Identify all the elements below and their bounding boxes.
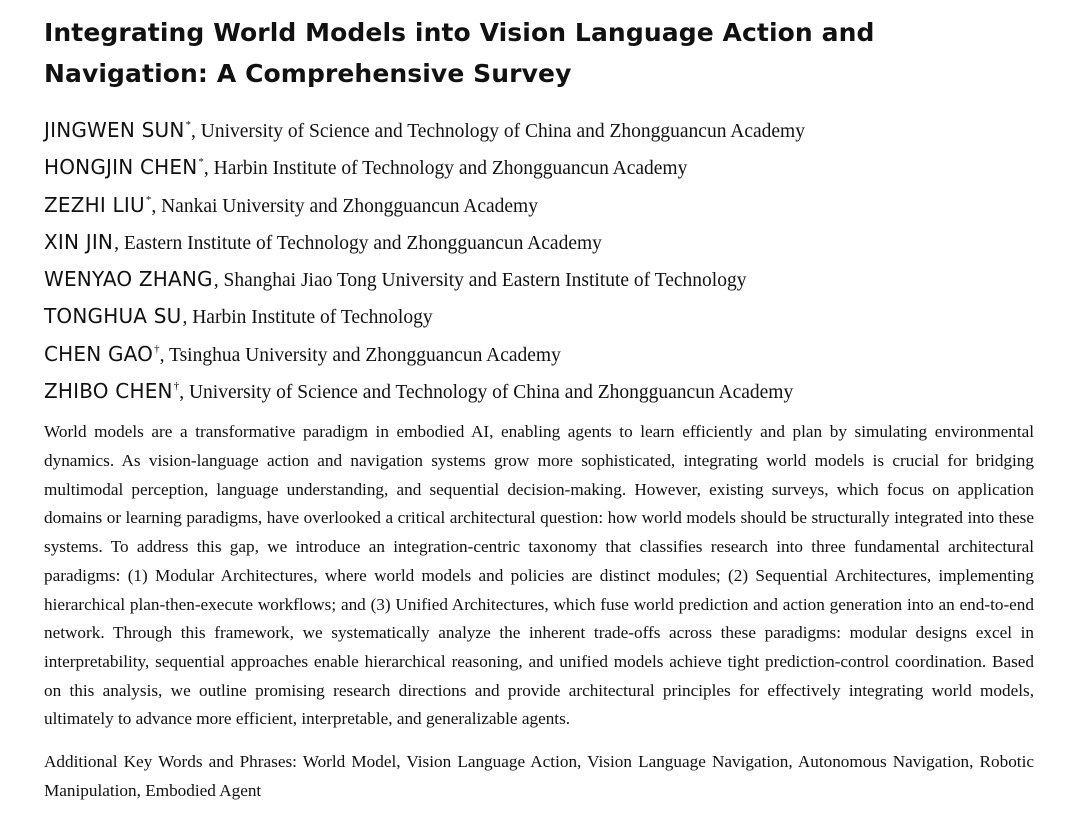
author-line [44, 112, 1034, 149]
author-line [44, 336, 1034, 373]
author-name: HONGJIN CHEN [44, 155, 198, 180]
author-name: XIN JIN [44, 229, 114, 254]
paper-page [44, 0, 1034, 805]
author-affiliation: Tsinghua University and Zhongguancun Academy [169, 344, 561, 366]
author-name: CHEN GAO [44, 341, 154, 366]
author-line [44, 261, 1034, 298]
keywords-paragraph: Additional Key Words and Phrases: World Model, Vision Language Action, Vision Language Navigation, Autonomous Navigation, Robotic Manipulation, Embodied Agent [44, 752, 1034, 800]
author-affiliation: Harbin Institute of Technology [192, 307, 433, 329]
author-name: ZHIBO CHEN [44, 379, 173, 404]
author-separator: , [114, 232, 124, 254]
author-mark: * [198, 156, 204, 169]
author-affiliation: Shanghai Jiao Tong University and Eastern Institute of Technology [223, 270, 747, 292]
abstract-paragraph: World models are a transformative paradigm in embodied AI, enabling agents to learn efficiently and plan by simulating environmental dynamics. As vision-language action and navigation systems grow more sophisticated, integrating world models is crucial for bridging multimodal perception, language understanding, and sequential decision-making. However, existing surveys, which focus on application domains or learning paradigms, have overlooked a critical architectural question: how world models should be structurally integrated into these systems. To address this gap, we introduce an integration-centric taxonomy that classifies research into three fundamental architectural paradigms: (1) Modular Architectures, where world models and policies are distinct modules; (2) Sequential Architectures, implementing hierarchical plan-then-execute workflows; and (3) Unified Architectures, which fuse world prediction and action generation into an end-to-end network. Through this framework, we systematically analyze the inherent trade-offs across these paradigms: modular designs excel in interpretability, sequential approaches enable hierarchical reasoning, and unified models achieve tight prediction-control coordination. Based on this analysis, we outline promising research directions and provide architectural principles for effectively integrating world models, ultimately to advance more efficient, interpretable, and generalizable agents. [44, 422, 1034, 729]
author-mark: † [173, 380, 180, 393]
author-list [44, 112, 1034, 410]
author-name: TONGHUA SU [44, 304, 182, 329]
author-line [44, 298, 1034, 335]
author-affiliation: University of Science and Technology of China and Zhongguancun Academy [200, 121, 805, 142]
author-affiliation: Eastern Institute of Technology and Zhongguancun Academy [123, 232, 602, 254]
author-line [44, 187, 1034, 224]
author-separator: , [179, 382, 189, 404]
author-separator: , [151, 195, 162, 217]
author-affiliation: Nankai University and Zhongguancun Academy [161, 195, 538, 217]
author-line [44, 373, 1034, 410]
author-line [44, 149, 1034, 186]
author-separator: , [190, 121, 201, 142]
author-name: JINGWEN SUN [44, 118, 185, 142]
author-mark: * [145, 193, 152, 206]
author-name: WENYAO ZHANG [44, 267, 213, 292]
author-separator: , [159, 344, 170, 366]
author-separator: , [182, 307, 193, 329]
author-name: ZEZHI LIU [44, 192, 145, 217]
paper-title: Integrating World Models into Vision Language Action and Navigation: A Comprehensive Survey [44, 18, 875, 88]
author-separator: , [203, 158, 214, 180]
author-affiliation: Harbin Institute of Technology and Zhongguancun Academy [213, 158, 688, 180]
author-separator: , [213, 270, 224, 292]
author-line [44, 224, 1034, 261]
author-mark: † [154, 342, 160, 355]
author-mark: * [185, 119, 191, 131]
author-affiliation: University of Science and Technology of China and Zhongguancun Academy [188, 382, 794, 404]
